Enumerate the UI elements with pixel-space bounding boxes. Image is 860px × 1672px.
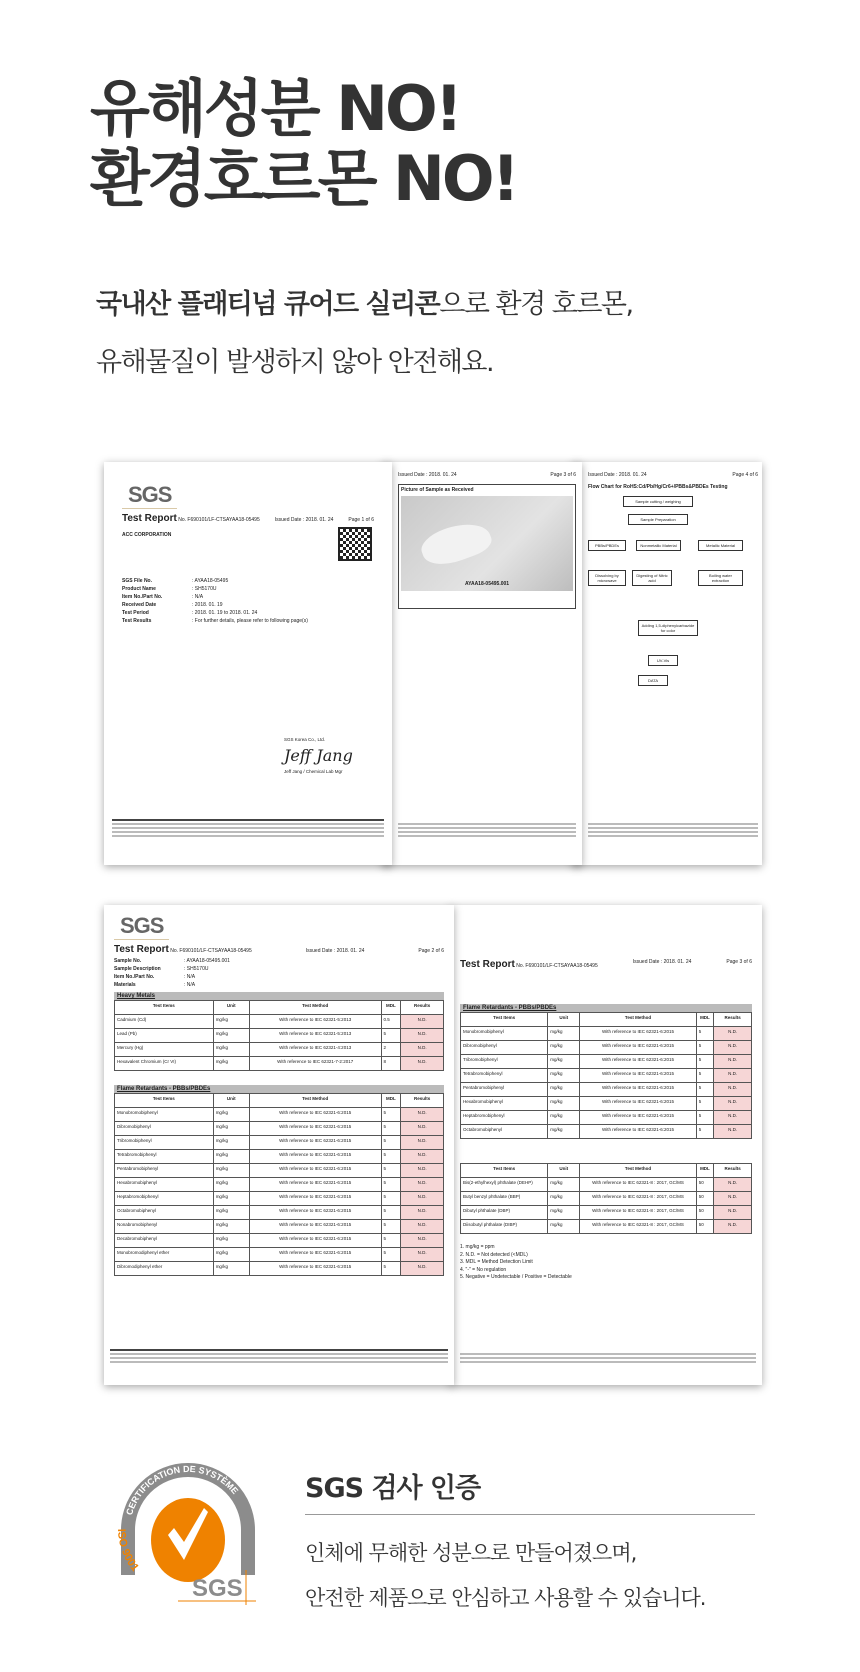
table-row bbox=[115, 1136, 444, 1150]
cell-method: With reference to IEC 62321-6:2015 bbox=[580, 1125, 696, 1139]
cell-method: With reference to IEC 62321-5:2013 bbox=[249, 1029, 381, 1043]
cell-unit: mg/kg bbox=[213, 1248, 249, 1262]
cell-unit: mg/kg bbox=[548, 1069, 580, 1083]
table-row bbox=[115, 1234, 444, 1248]
cell-method: With reference to IEC 62321-6:2015 bbox=[249, 1262, 381, 1276]
column-header: Unit bbox=[213, 1094, 249, 1108]
section-title: Heavy Metals bbox=[114, 992, 444, 1000]
flame-retardants-table bbox=[114, 1093, 444, 1276]
cell-unit: mg/kg bbox=[548, 1055, 580, 1069]
cell-unit: mg/kg bbox=[213, 1192, 249, 1206]
cell-result: N.D. bbox=[714, 1069, 752, 1083]
field-row bbox=[122, 594, 374, 600]
cell-result: N.D. bbox=[401, 1206, 444, 1220]
results-table bbox=[460, 1012, 752, 1139]
flow-box: Digesting of Nitric acid bbox=[632, 570, 672, 586]
field-row bbox=[122, 610, 374, 616]
issued-date: Issued Date : 2018. 01. 24 bbox=[632, 959, 692, 965]
field-label: Test Results bbox=[122, 618, 152, 624]
sgs-logo: SGS bbox=[114, 913, 169, 940]
field-label: Sample No. bbox=[114, 958, 142, 964]
table-row bbox=[115, 1029, 444, 1043]
page-number: Page 3 of 6 bbox=[726, 959, 752, 965]
logo-brand: SGS bbox=[192, 1575, 243, 1602]
intro-bold: 국내산 플래티넘 큐어드 실리콘 bbox=[96, 289, 440, 320]
flow-box: PBBs/PBDEs bbox=[588, 540, 626, 551]
cell-mdl: 5 bbox=[696, 1125, 713, 1139]
report-title: Test Report bbox=[122, 513, 177, 524]
field-value: : N/A bbox=[184, 982, 196, 988]
cell-method: With reference to IEC 62321-6:2015 bbox=[580, 1055, 696, 1069]
sample-photo bbox=[401, 496, 573, 591]
report-page-cover bbox=[104, 462, 392, 865]
cell-result: N.D. bbox=[714, 1055, 752, 1069]
cell-unit: mg/kg bbox=[213, 1029, 249, 1043]
column-header: Test Method bbox=[249, 1094, 381, 1108]
column-header: Test Method bbox=[580, 1013, 696, 1027]
cell-item: Hexavalent Chromium (Cr VI) bbox=[115, 1057, 214, 1071]
table-row bbox=[461, 1206, 752, 1220]
cell-mdl: 50 bbox=[696, 1206, 713, 1220]
cell-item: Butyl benzyl phthalate (BBP) bbox=[461, 1192, 548, 1206]
cell-mdl: 5 bbox=[381, 1164, 401, 1178]
signature: Jeff Jang bbox=[284, 746, 353, 765]
column-header: MDL bbox=[381, 1094, 401, 1108]
column-header: Results bbox=[401, 1001, 444, 1015]
table-row bbox=[461, 1069, 752, 1083]
cell-unit: mg/kg bbox=[548, 1083, 580, 1097]
table-row bbox=[115, 1262, 444, 1276]
field-row bbox=[122, 578, 374, 584]
column-header: Test Method bbox=[580, 1164, 696, 1178]
report-title: Test Report bbox=[460, 959, 515, 970]
cell-unit: mg/kg bbox=[548, 1206, 580, 1220]
field-value: : AYAA18-05495.001 bbox=[184, 958, 230, 964]
flow-box: DATA bbox=[638, 675, 668, 686]
cell-mdl: 2 bbox=[381, 1043, 401, 1057]
signer: Jeff Jang / Chemical Lab Mgr bbox=[284, 769, 343, 774]
cell-unit: mg/kg bbox=[213, 1108, 249, 1122]
cell-unit: mg/kg bbox=[548, 1027, 580, 1041]
flowchart bbox=[588, 490, 758, 710]
cell-mdl: 5 bbox=[381, 1108, 401, 1122]
table-row bbox=[461, 1027, 752, 1041]
cell-unit: mg/kg bbox=[213, 1057, 249, 1071]
cell-mdl: 5 bbox=[696, 1097, 713, 1111]
cell-mdl: 8 bbox=[381, 1057, 401, 1071]
field-row bbox=[114, 982, 444, 988]
cell-item: Lead (Pb) bbox=[115, 1029, 214, 1043]
column-header: MDL bbox=[696, 1164, 713, 1178]
table-row bbox=[115, 1178, 444, 1192]
cell-item: Diisobutyl phthalate (DIBP) bbox=[461, 1220, 548, 1234]
cell-item: Monobromodiphenyl ether bbox=[115, 1248, 214, 1262]
cell-item: Nonabromobiphenyl bbox=[115, 1220, 214, 1234]
cell-mdl: 5 bbox=[381, 1136, 401, 1150]
cell-method: With reference to IEC 62321-6:2015 bbox=[249, 1248, 381, 1262]
picture-title: Picture of Sample as Received bbox=[401, 487, 474, 493]
field-value: : AYAA18-05495 bbox=[192, 578, 229, 584]
cell-result: N.D. bbox=[401, 1136, 444, 1150]
cell-unit: mg/kg bbox=[548, 1220, 580, 1234]
cell-unit: mg/kg bbox=[548, 1125, 580, 1139]
cell-result: N.D. bbox=[714, 1125, 752, 1139]
field-value: : N/A bbox=[192, 594, 204, 600]
field-label: Item No./Part No. bbox=[114, 974, 155, 980]
column-header: MDL bbox=[381, 1001, 401, 1015]
cell-result: N.D. bbox=[714, 1206, 752, 1220]
cell-result: N.D. bbox=[401, 1043, 444, 1057]
cell-mdl: 5 bbox=[381, 1150, 401, 1164]
cell-item: Mercury (Hg) bbox=[115, 1043, 214, 1057]
cell-unit: mg/kg bbox=[213, 1234, 249, 1248]
cell-unit: mg/kg bbox=[213, 1043, 249, 1057]
cell-item: Hexabromobiphenyl bbox=[115, 1178, 214, 1192]
cell-result: N.D. bbox=[401, 1122, 444, 1136]
flow-box: Adding 1,5-diphenylcarbazide for color bbox=[638, 620, 698, 636]
report-number: No. F690101/LF-CTSAYAA18-05495 bbox=[170, 948, 252, 954]
note: 4. "-" = No regulation bbox=[460, 1266, 507, 1273]
table-row bbox=[461, 1097, 752, 1111]
cell-mdl: 5 bbox=[381, 1029, 401, 1043]
sample-fields bbox=[114, 958, 444, 988]
report-number: No. F690101/LF-CTSAYAA18-05495 bbox=[178, 517, 260, 523]
cell-result: N.D. bbox=[714, 1178, 752, 1192]
flow-box: Sample cutting / weighing bbox=[623, 496, 693, 507]
cell-result: N.D. bbox=[401, 1029, 444, 1043]
column-header: Unit bbox=[548, 1013, 580, 1027]
cell-result: N.D. bbox=[401, 1234, 444, 1248]
cell-result: N.D. bbox=[714, 1027, 752, 1041]
cell-result: N.D. bbox=[714, 1097, 752, 1111]
table-row bbox=[115, 1150, 444, 1164]
client-name: ACC CORPORATION bbox=[122, 532, 172, 538]
table-row bbox=[115, 1108, 444, 1122]
table-row bbox=[115, 1248, 444, 1262]
field-label: Materials bbox=[114, 982, 136, 988]
cell-mdl: 5 bbox=[381, 1262, 401, 1276]
notes bbox=[460, 1244, 752, 1282]
cell-mdl: 5 bbox=[381, 1206, 401, 1220]
table-header bbox=[115, 1001, 444, 1015]
cell-result: N.D. bbox=[714, 1083, 752, 1097]
column-header: Test Items bbox=[461, 1164, 548, 1178]
cell-mdl: 5 bbox=[381, 1248, 401, 1262]
column-header: Results bbox=[714, 1164, 752, 1178]
cell-method: With reference to IEC 62321-6:2015 bbox=[249, 1178, 381, 1192]
cell-mdl: 50 bbox=[696, 1220, 713, 1234]
note: 5. Negative = Undetectable / Positive = Detectable bbox=[460, 1274, 572, 1280]
table-row bbox=[115, 1192, 444, 1206]
field-row bbox=[122, 602, 374, 608]
field-value: : SH5170U bbox=[184, 966, 209, 972]
cell-mdl: 5 bbox=[381, 1220, 401, 1234]
cell-method: With reference to IEC 62321-6:2015 bbox=[249, 1206, 381, 1220]
cell-method: With reference to IEC 62321-6:2015 bbox=[249, 1150, 381, 1164]
logo-iso-text: ISO 9001 bbox=[114, 1528, 141, 1574]
cell-result: N.D. bbox=[714, 1220, 752, 1234]
cell-item: Dibromobiphenyl bbox=[461, 1041, 548, 1055]
divider bbox=[305, 1514, 755, 1515]
table-header bbox=[461, 1164, 752, 1178]
issued-date: Issued Date : 2018. 01. 24 bbox=[274, 517, 334, 523]
field-label: SGS File No. bbox=[122, 578, 153, 584]
table-row bbox=[461, 1125, 752, 1139]
field-row bbox=[114, 974, 444, 980]
cell-unit: mg/kg bbox=[213, 1015, 249, 1029]
cell-unit: mg/kg bbox=[213, 1150, 249, 1164]
table-row bbox=[115, 1122, 444, 1136]
cell-method: With reference to IEC 62321-6:2015 bbox=[249, 1220, 381, 1234]
cell-item: Tetrabromobiphenyl bbox=[461, 1069, 548, 1083]
headline-line-2: 환경호르몬 NO! bbox=[90, 142, 517, 215]
cell-mdl: 5 bbox=[381, 1192, 401, 1206]
table-row bbox=[115, 1057, 444, 1071]
cell-method: With reference to IEC 62321-6:2015 bbox=[580, 1069, 696, 1083]
intro-line-1 bbox=[96, 282, 633, 321]
table-header bbox=[115, 1094, 444, 1108]
cell-result: N.D. bbox=[401, 1248, 444, 1262]
cell-unit: mg/kg bbox=[213, 1136, 249, 1150]
cell-item: Tribromobiphenyl bbox=[461, 1055, 548, 1069]
cell-mdl: 50 bbox=[696, 1178, 713, 1192]
cell-result: N.D. bbox=[714, 1111, 752, 1125]
cell-mdl: 5 bbox=[696, 1069, 713, 1083]
intro-rest: 으로 환경 호르몬, bbox=[439, 289, 633, 320]
cell-result: N.D. bbox=[401, 1150, 444, 1164]
page-number: Page 1 of 6 bbox=[348, 517, 374, 523]
certification-line-2: 안전한 제품으로 안심하고 사용할 수 있습니다. bbox=[305, 1586, 706, 1610]
cell-result: N.D. bbox=[401, 1057, 444, 1071]
cell-result: N.D. bbox=[714, 1041, 752, 1055]
qr-code bbox=[338, 527, 372, 561]
table-row bbox=[461, 1041, 752, 1055]
cell-item: Pentabromobiphenyl bbox=[461, 1083, 548, 1097]
cell-method: With reference to IEC 62321-6:2015 bbox=[249, 1192, 381, 1206]
cell-unit: mg/kg bbox=[548, 1178, 580, 1192]
cell-item: Heptabromobiphenyl bbox=[461, 1111, 548, 1125]
cell-item: Dibromobiphenyl bbox=[115, 1122, 214, 1136]
logo-ring-text: CERTIFICATION DE SYSTÈME bbox=[124, 1463, 241, 1517]
table-row bbox=[461, 1111, 752, 1125]
table-row bbox=[115, 1015, 444, 1029]
field-row bbox=[122, 618, 374, 624]
cell-item: Pentabromobiphenyl bbox=[115, 1164, 214, 1178]
cell-unit: mg/kg bbox=[213, 1206, 249, 1220]
field-label: Item No./Part No. bbox=[122, 594, 163, 600]
sgs-logo: SGS bbox=[122, 482, 177, 509]
cell-mdl: 5 bbox=[696, 1055, 713, 1069]
cell-method: With reference to IEC 62321-6:2015 bbox=[580, 1083, 696, 1097]
column-header: Test Items bbox=[115, 1001, 214, 1015]
table-row bbox=[461, 1083, 752, 1097]
cell-item: Tetrabromobiphenyl bbox=[115, 1150, 214, 1164]
cell-item: Monobromobiphenyl bbox=[115, 1108, 214, 1122]
page-number: Page 2 of 6 bbox=[418, 948, 444, 954]
cell-unit: mg/kg bbox=[548, 1041, 580, 1055]
field-label: Received Date bbox=[122, 602, 157, 608]
note: 3. MDL = Method Detection Limit bbox=[460, 1259, 533, 1265]
column-header: Unit bbox=[548, 1164, 580, 1178]
cell-item: Bis(2-ethylhexyl) phthalate (DEHP) bbox=[461, 1178, 548, 1192]
certification-title: SGS 검사 인증 bbox=[305, 1473, 481, 1504]
column-header: Test Items bbox=[115, 1094, 214, 1108]
cell-method: With reference to IEC 62321-6:2015 bbox=[580, 1027, 696, 1041]
cell-method: With reference to IEC 62321-4:2013 bbox=[249, 1043, 381, 1057]
column-header: Results bbox=[714, 1013, 752, 1027]
cell-result: N.D. bbox=[401, 1178, 444, 1192]
cell-unit: mg/kg bbox=[213, 1262, 249, 1276]
cell-item: Monobromobiphenyl bbox=[461, 1027, 548, 1041]
cell-method: With reference to IEC 62321-6:2015 bbox=[249, 1136, 381, 1150]
certification-line-1: 인체에 무해한 성분으로 만들어졌으며, bbox=[305, 1541, 637, 1565]
flow-box: UV-Vis bbox=[648, 655, 678, 666]
cell-mdl: 5 bbox=[696, 1111, 713, 1125]
cell-method: With reference to IEC 62321-6:2015 bbox=[249, 1234, 381, 1248]
cell-item: Octabromobiphenyl bbox=[115, 1206, 214, 1220]
cell-result: N.D. bbox=[401, 1220, 444, 1234]
flow-box: Sample Preparation bbox=[628, 514, 688, 525]
report-page-results-2 bbox=[450, 905, 762, 1385]
flow-box: Metallic Material bbox=[698, 540, 743, 551]
column-header: Test Items bbox=[461, 1013, 548, 1027]
cell-method: With reference to IEC 62321-6:2015 bbox=[580, 1041, 696, 1055]
report-page-picture bbox=[382, 462, 582, 865]
table-row bbox=[115, 1220, 444, 1234]
field-label: Product Name bbox=[122, 586, 156, 592]
issued-date: Issued Date : 2018. 01. 24 bbox=[398, 472, 457, 478]
cell-item: Dibutyl phthalate (DBP) bbox=[461, 1206, 548, 1220]
sgs-iso-9001-logo bbox=[108, 1450, 268, 1610]
field-value: : 2018. 01. 19 to 2018. 01. 24 bbox=[192, 610, 258, 616]
phthalates-table bbox=[460, 1163, 752, 1234]
section-title: Flame Retardants - PBBs/PBDEs bbox=[460, 1004, 752, 1012]
flow-box: Nonmetallic Material bbox=[636, 540, 681, 551]
headline-line-1: 유해성분 NO! bbox=[90, 72, 461, 145]
cell-mdl: 5 bbox=[696, 1027, 713, 1041]
cell-item: Octabromobiphenyl bbox=[461, 1125, 548, 1139]
cell-item: Cadmium (Cd) bbox=[115, 1015, 214, 1029]
page-number: Page 4 of 6 bbox=[732, 472, 758, 478]
table-row bbox=[461, 1220, 752, 1234]
table-row bbox=[115, 1043, 444, 1057]
cell-result: N.D. bbox=[401, 1192, 444, 1206]
field-row bbox=[114, 958, 444, 964]
issued-date: Issued Date : 2018. 01. 24 bbox=[305, 948, 365, 954]
cell-item: Dibromodiphenyl ether bbox=[115, 1262, 214, 1276]
cell-method: With reference to IEC 62321-8 : 2017, GC/MS bbox=[580, 1220, 696, 1234]
report-page-results-1 bbox=[104, 905, 454, 1385]
cell-result: N.D. bbox=[714, 1192, 752, 1206]
field-row bbox=[122, 586, 374, 592]
report-number: No. F690101/LF-CTSAYAA18-05495 bbox=[516, 963, 598, 969]
table-row bbox=[115, 1206, 444, 1220]
cell-item: Heptabromobiphenyl bbox=[115, 1192, 214, 1206]
intro-line-2: 유해물질이 발생하지 않아 안전해요. bbox=[96, 347, 494, 378]
cell-method: With reference to IEC 62321-6:2015 bbox=[580, 1097, 696, 1111]
cell-mdl: 5 bbox=[381, 1178, 401, 1192]
table-row bbox=[461, 1192, 752, 1206]
cell-result: N.D. bbox=[401, 1015, 444, 1029]
note: 1. mg/kg = ppm bbox=[460, 1244, 495, 1250]
cell-unit: mg/kg bbox=[548, 1192, 580, 1206]
field-value: : For further details, please refer to following page(s) bbox=[192, 618, 308, 624]
field-label: Sample Description bbox=[114, 966, 161, 972]
cell-mdl: 5 bbox=[381, 1234, 401, 1248]
issued-date: Issued Date : 2018. 01. 24 bbox=[588, 472, 647, 478]
page-number: Page 3 of 6 bbox=[550, 472, 576, 478]
cell-unit: mg/kg bbox=[548, 1097, 580, 1111]
cell-unit: mg/kg bbox=[213, 1178, 249, 1192]
field-value: : 2018. 01. 19 bbox=[192, 602, 223, 608]
field-label: Test Period bbox=[122, 610, 149, 616]
cell-mdl: 0.5 bbox=[381, 1015, 401, 1029]
section-title: Flame Retardants - PBBs/PBDEs bbox=[114, 1085, 444, 1093]
sample-id: AYAA18-05495.001 bbox=[464, 581, 510, 587]
cell-unit: mg/kg bbox=[213, 1220, 249, 1234]
cell-method: With reference to IEC 62321-8 : 2017, GC/MS bbox=[580, 1192, 696, 1206]
cell-unit: mg/kg bbox=[213, 1164, 249, 1178]
report-title: Test Report bbox=[114, 944, 169, 955]
cell-item: Decabromobiphenyl bbox=[115, 1234, 214, 1248]
cell-mdl: 5 bbox=[696, 1041, 713, 1055]
field-value: : SH5170U bbox=[192, 586, 217, 592]
column-header: Results bbox=[401, 1094, 444, 1108]
field-row bbox=[114, 966, 444, 972]
column-header: Test Method bbox=[249, 1001, 381, 1015]
flow-title: Flow Chart for RoHS:Cd/Pb/Hg/Cr6+/PBBs&PBDEs Testing bbox=[588, 484, 728, 490]
cell-method: With reference to IEC 62321-6:2015 bbox=[580, 1111, 696, 1125]
cell-method: With reference to IEC 62321-5:2013 bbox=[249, 1015, 381, 1029]
flow-box: Boiling water extraction bbox=[698, 570, 743, 586]
table-row bbox=[461, 1178, 752, 1192]
cell-unit: mg/kg bbox=[213, 1122, 249, 1136]
column-header: Unit bbox=[213, 1001, 249, 1015]
cell-item: Tribromobiphenyl bbox=[115, 1136, 214, 1150]
cell-item: Hexabromobiphenyl bbox=[461, 1097, 548, 1111]
heavy-metals-table bbox=[114, 1000, 444, 1071]
column-header: MDL bbox=[696, 1013, 713, 1027]
cell-result: N.D. bbox=[401, 1108, 444, 1122]
cell-mdl: 5 bbox=[696, 1083, 713, 1097]
field-value: : N/A bbox=[184, 974, 196, 980]
cell-unit: mg/kg bbox=[548, 1111, 580, 1125]
note: 2. N.D. = Not detected (<MDL) bbox=[460, 1251, 528, 1258]
cell-method: With reference to IEC 62321-6:2015 bbox=[249, 1122, 381, 1136]
company-name: SGS Korea Co., Ltd. bbox=[284, 737, 326, 742]
cell-mdl: 50 bbox=[696, 1192, 713, 1206]
cell-result: N.D. bbox=[401, 1262, 444, 1276]
report-page-flowchart bbox=[572, 462, 762, 865]
cell-method: With reference to IEC 62321-6:2015 bbox=[249, 1164, 381, 1178]
table-row bbox=[461, 1055, 752, 1069]
cell-result: N.D. bbox=[401, 1164, 444, 1178]
cell-method: With reference to IEC 62321-8 : 2017, GC/MS bbox=[580, 1206, 696, 1220]
table-row bbox=[115, 1164, 444, 1178]
flow-box: Dissolving by microwave bbox=[588, 570, 626, 586]
report-fields bbox=[122, 578, 374, 624]
cell-method: With reference to IEC 62321-6:2015 bbox=[249, 1108, 381, 1122]
cell-method: With reference to IEC 62321-8 : 2017, GC/MS bbox=[580, 1178, 696, 1192]
cell-method: With reference to IEC 62321-7-2:2017 bbox=[249, 1057, 381, 1071]
table-header bbox=[461, 1013, 752, 1027]
cell-mdl: 5 bbox=[381, 1122, 401, 1136]
